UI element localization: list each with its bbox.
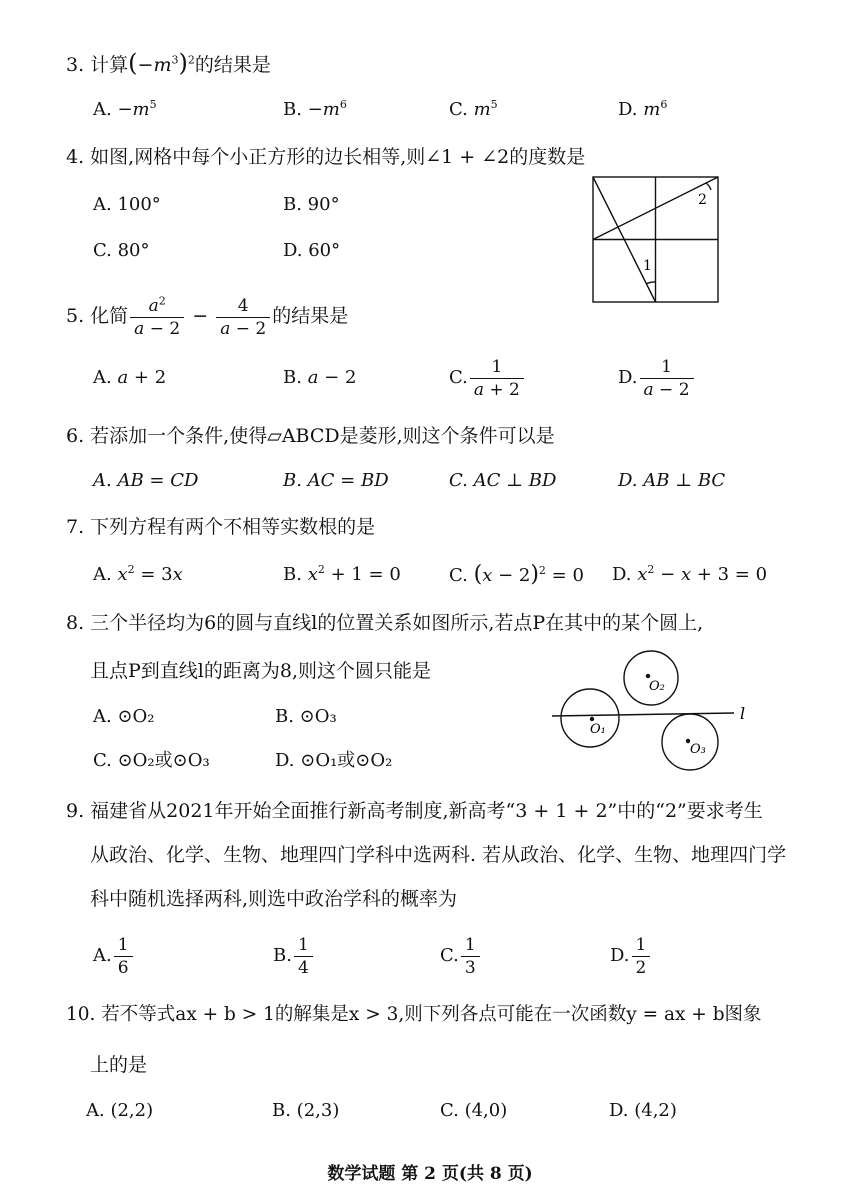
q4-stem: 4. 如图,网格中每个小正方形的边长相等,则∠1 + ∠2的度数是 (66, 146, 586, 168)
q6-stem: 6. 若添加一个条件,使得▱ABCD是菱形,则这个条件可以是 (66, 425, 555, 447)
q10-option-c: C. (4,0) (440, 1100, 508, 1121)
q7-option-d: D. $x^2 - x + 3 = 0$ (612, 563, 768, 585)
q6-option-d: D. AB ⊥ BC (618, 470, 726, 491)
q3-option-a: A. $-m^5$ (93, 98, 157, 120)
q9-option-b: B. $\frac{1}{4}$ (273, 930, 315, 982)
q6-option-b: B. AC = BD (283, 470, 389, 491)
q3-stem: 3. 计算$(-m^3)^2$的结果是 (66, 49, 271, 77)
q8-stem-line2: 且点P到直线l的距离为8,则这个圆只能是 (90, 660, 431, 682)
page-footer: 数学试题 第 2 页(共 8 页) (327, 1164, 533, 1184)
q3-stem-pre: 3. 计算 (66, 54, 129, 76)
q5-stem: 5. 化简 $\frac{a^2}{a - 2}$ − $\frac{4}{a - 2}$ 的结果是 (66, 293, 349, 339)
q7-stem: 7. 下列方程有两个不相等实数根的是 (66, 516, 376, 538)
q8-option-d: D. ⊙O₁或⊙O₂ (275, 750, 393, 771)
q9-option-d: D. $\frac{1}{2}$ (610, 930, 652, 982)
q8-stem-line1: 8. 三个半径均为6的圆与直线l的位置关系如图所示,若点P在其中的某个圆上, (66, 612, 704, 634)
q7-option-b: B. $x^2 + 1 = 0$ (283, 563, 401, 585)
q5-option-a: A. a + 2 (93, 367, 167, 388)
q6-option-c: C. AC ⊥ BD (449, 470, 557, 491)
q3-stem-post: 的结果是 (194, 54, 271, 76)
q10-option-a: A. (2,2) (86, 1100, 154, 1121)
q4-angle-1-label: 1 (643, 258, 652, 274)
q7-option-c: C. $(x - 2)^2 = 0$ (449, 562, 584, 587)
q9-stem-line1: 9. 福建省从2021年开始全面推行新高考制度,新高考“3 + 1 + 2”中的“2”要求考生 (66, 800, 763, 822)
q5-option-c: C. $\frac{1}{a + 2}$ (449, 352, 526, 404)
q4-option-b: B. 90° (283, 194, 340, 215)
q10-stem-line2: 上的是 (90, 1054, 148, 1076)
q8-o2-label: O₂ (649, 679, 665, 694)
q3-option-d: D. $m^6$ (618, 98, 668, 120)
q6-option-a: A. AB = CD (93, 470, 199, 491)
q4-angle-2-label: 2 (698, 192, 707, 208)
q4-option-a: A. 100° (93, 194, 161, 215)
q10-option-d: D. (4,2) (609, 1100, 677, 1121)
q8-option-b: B. ⊙O₃ (275, 706, 337, 727)
q8-line-l-label: l (740, 704, 746, 723)
q8-option-a: A. ⊙O₂ (93, 706, 155, 727)
q3-option-b: B. $-m^6$ (283, 98, 347, 120)
q8-option-c: C. ⊙O₂或⊙O₃ (93, 750, 210, 771)
q10-stem-line1: 10. 若不等式ax + b > 1的解集是x > 3,则下列各点可能在一次函数y = ax + b图象 (66, 1004, 762, 1025)
q7-option-a: A. $x^2 = 3x$ (93, 563, 183, 585)
q8-circles-figure (548, 648, 760, 774)
q10-option-b: B. (2,3) (272, 1100, 340, 1121)
q4-option-d: D. 60° (283, 240, 341, 261)
q5-option-b: B. a − 2 (283, 367, 357, 388)
q4-grid-figure (590, 174, 722, 306)
q4-option-c: C. 80° (93, 240, 150, 261)
q8-o1-label: O₁ (590, 722, 606, 737)
q5-stem-post: 的结果是 (272, 305, 349, 327)
q8-o3-label: O₃ (690, 742, 706, 757)
q9-option-a: A. $\frac{1}{6}$ (93, 930, 135, 982)
q3-option-c: C. $m^5$ (449, 98, 498, 120)
q9-stem-line3: 科中随机选择两科,则选中政治学科的概率为 (90, 888, 458, 910)
q5-stem-pre: 5. 化简 (66, 305, 129, 327)
q9-option-c: C. $\frac{1}{3}$ (440, 930, 482, 982)
q9-stem-line2: 从政治、化学、生物、地理四门学科中选两科. 若从政治、化学、生物、地理四门学 (90, 844, 787, 866)
q5-option-d: D. $\frac{1}{a - 2}$ (618, 352, 696, 404)
